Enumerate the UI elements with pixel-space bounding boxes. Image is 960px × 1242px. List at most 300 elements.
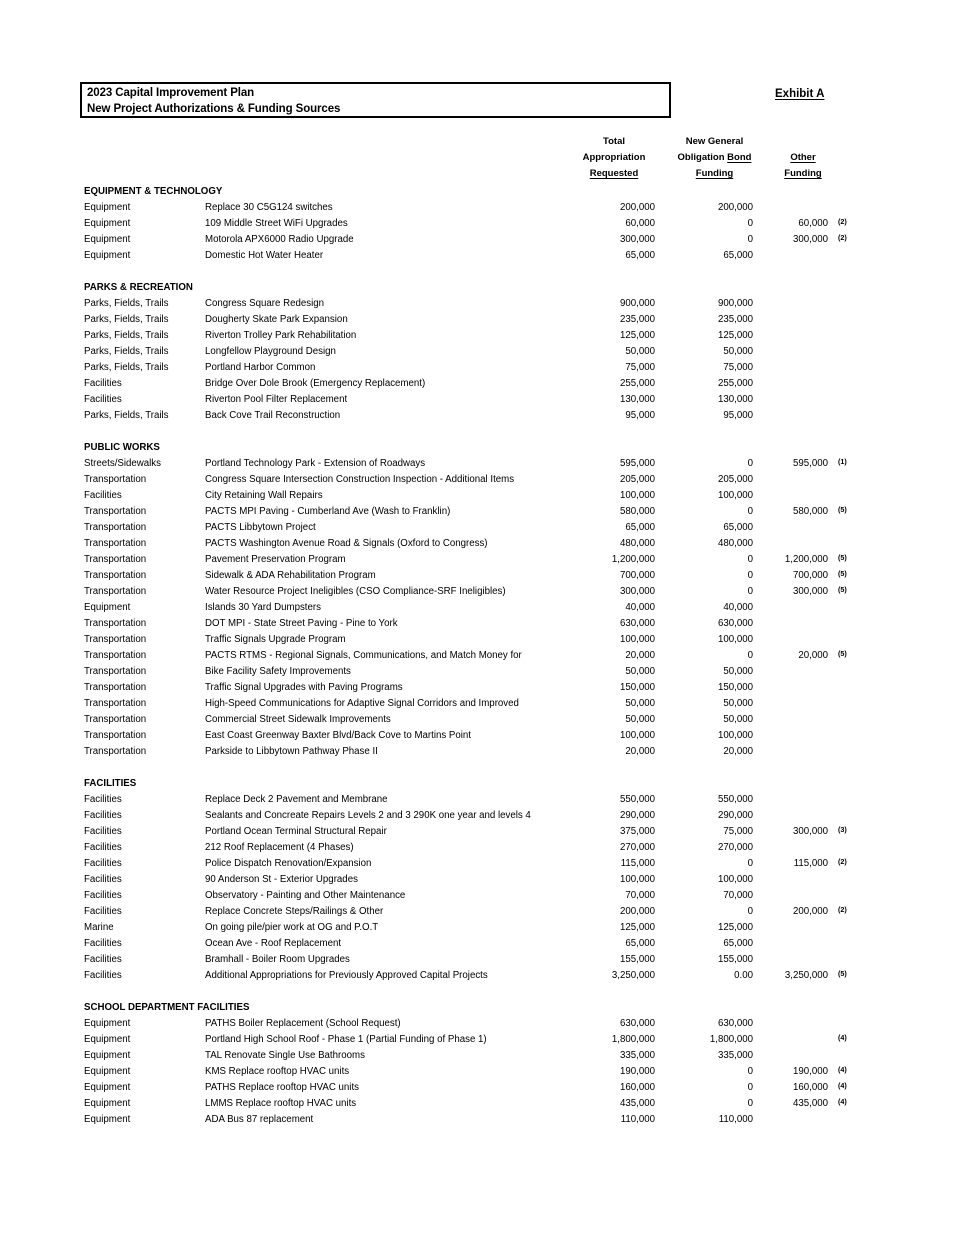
section-spacer <box>0 760 960 776</box>
row-total-appropriation: 100,000 <box>619 730 655 741</box>
row-category: Facilities <box>84 810 122 821</box>
table-row <box>0 568 960 584</box>
row-other-funding: 300,000 <box>792 586 828 597</box>
row-description: East Coast Greenway Baxter Blvd/Back Cove to Martins Point <box>205 730 471 741</box>
column-header-bond-bond-word: Bond <box>727 152 752 163</box>
row-bond-funding: 50,000 <box>723 666 753 677</box>
row-total-appropriation: 270,000 <box>619 842 655 853</box>
row-bond-funding: 70,000 <box>723 890 753 901</box>
row-total-appropriation: 480,000 <box>619 538 655 549</box>
row-total-appropriation: 235,000 <box>619 314 655 325</box>
row-footnote-marker: (4) <box>838 1081 847 1090</box>
row-description: Additional Appropriations for Previously Approved Capital Projects <box>205 970 488 981</box>
row-other-funding: 595,000 <box>792 458 828 469</box>
table-row <box>0 360 960 376</box>
document-title-box <box>80 82 671 118</box>
row-description: PATHS Boiler Replacement (School Request) <box>205 1018 401 1029</box>
column-header-other-line-3: Funding <box>784 168 822 179</box>
table-row <box>0 872 960 888</box>
table-row <box>0 408 960 424</box>
row-bond-funding: 100,000 <box>717 874 753 885</box>
row-footnote-marker: (5) <box>838 969 847 978</box>
table-row <box>0 584 960 600</box>
row-footnote-marker: (5) <box>838 553 847 562</box>
row-bond-funding: 0 <box>747 554 753 565</box>
row-other-funding: 190,000 <box>792 1066 828 1077</box>
row-bond-funding: 900,000 <box>717 298 753 309</box>
row-category: Facilities <box>84 874 122 885</box>
row-other-funding: 300,000 <box>792 234 828 245</box>
column-header-bond-line-2 <box>662 150 767 166</box>
column-header-other-line-1 <box>772 134 834 150</box>
row-description: PACTS Washington Avenue Road & Signals (Oxford to Congress) <box>205 538 488 549</box>
budget-section <box>0 440 960 760</box>
row-total-appropriation: 100,000 <box>619 490 655 501</box>
table-row <box>0 488 960 504</box>
row-bond-funding: 150,000 <box>717 682 753 693</box>
table-row <box>0 744 960 760</box>
row-total-appropriation: 50,000 <box>625 666 655 677</box>
table-row <box>0 392 960 408</box>
row-description: On going pile/pier work at OG and P.O.T <box>205 922 379 933</box>
table-row <box>0 504 960 520</box>
budget-section <box>0 184 960 264</box>
row-bond-funding: 0 <box>747 458 753 469</box>
row-bond-funding: 125,000 <box>717 922 753 933</box>
column-header-total-line-3: Requested <box>589 168 639 179</box>
row-category: Transportation <box>84 682 147 693</box>
row-category: Transportation <box>84 730 147 741</box>
row-description: Motorola APX6000 Radio Upgrade <box>205 234 354 245</box>
row-category: Parks, Fields, Trails <box>84 362 169 373</box>
row-description: PATHS Replace rooftop HVAC units <box>205 1082 359 1093</box>
row-description: LMMS Replace rooftop HVAC units <box>205 1098 357 1109</box>
column-header-total-appropriation-requested <box>568 134 660 182</box>
table-row <box>0 728 960 744</box>
row-other-funding: 300,000 <box>792 826 828 837</box>
row-total-appropriation: 630,000 <box>619 1018 655 1029</box>
row-category: Equipment <box>84 1050 131 1061</box>
row-bond-funding: 50,000 <box>723 698 753 709</box>
row-description: Parkside to Libbytown Pathway Phase II <box>205 746 378 757</box>
row-category: Equipment <box>84 234 131 245</box>
row-total-appropriation: 50,000 <box>625 714 655 725</box>
row-footnote-marker: (5) <box>838 649 847 658</box>
table-row <box>0 1064 960 1080</box>
table-row <box>0 1016 960 1032</box>
row-category: Parks, Fields, Trails <box>84 314 169 325</box>
row-total-appropriation: 150,000 <box>619 682 655 693</box>
budget-table <box>0 184 960 1128</box>
table-row <box>0 1096 960 1112</box>
row-bond-funding: 50,000 <box>723 346 753 357</box>
row-total-appropriation: 50,000 <box>625 698 655 709</box>
section-spacer <box>0 424 960 440</box>
row-total-appropriation: 60,000 <box>625 218 655 229</box>
row-category: Transportation <box>84 554 147 565</box>
row-category: Equipment <box>84 1018 131 1029</box>
table-row <box>0 664 960 680</box>
row-description: Riverton Pool Filter Replacement <box>205 394 348 405</box>
row-footnote-marker: (4) <box>838 1033 847 1042</box>
row-total-appropriation: 125,000 <box>619 922 655 933</box>
row-description: Congress Square Redesign <box>205 298 325 309</box>
row-footnote-marker: (2) <box>838 905 847 914</box>
row-category: Parks, Fields, Trails <box>84 330 169 341</box>
row-description: Pavement Preservation Program <box>205 554 346 565</box>
row-category: Facilities <box>84 906 122 917</box>
row-footnote-marker: (3) <box>838 825 847 834</box>
table-row <box>0 632 960 648</box>
row-total-appropriation: 100,000 <box>619 874 655 885</box>
row-bond-funding: 0 <box>747 218 753 229</box>
row-category: Facilities <box>84 490 122 501</box>
row-other-funding: 3,250,000 <box>784 970 828 981</box>
table-row <box>0 200 960 216</box>
row-description: Bridge Over Dole Brook (Emergency Replacement) <box>205 378 426 389</box>
row-total-appropriation: 205,000 <box>619 474 655 485</box>
row-bond-funding: 95,000 <box>723 410 753 421</box>
row-bond-funding: 40,000 <box>723 602 753 613</box>
section-heading: PUBLIC WORKS <box>84 442 160 453</box>
row-category: Equipment <box>84 602 131 613</box>
column-header-other-funding <box>772 134 834 182</box>
row-other-funding: 160,000 <box>792 1082 828 1093</box>
row-total-appropriation: 50,000 <box>625 346 655 357</box>
row-total-appropriation: 20,000 <box>625 746 655 757</box>
row-bond-funding: 50,000 <box>723 714 753 725</box>
budget-section <box>0 776 960 984</box>
section-spacer <box>0 984 960 1000</box>
row-category: Equipment <box>84 218 131 229</box>
table-row <box>0 680 960 696</box>
column-headers <box>0 134 960 182</box>
row-bond-funding: 155,000 <box>717 954 753 965</box>
row-total-appropriation: 65,000 <box>625 250 655 261</box>
row-bond-funding: 0 <box>747 234 753 245</box>
row-description: 109 Middle Street WiFi Upgrades <box>205 218 348 229</box>
row-category: Parks, Fields, Trails <box>84 298 169 309</box>
row-category: Streets/Sidewalks <box>84 458 161 469</box>
row-other-funding: 580,000 <box>792 506 828 517</box>
row-bond-funding: 235,000 <box>717 314 753 325</box>
row-bond-funding: 0 <box>747 906 753 917</box>
row-total-appropriation: 100,000 <box>619 634 655 645</box>
row-bond-funding: 0.00 <box>734 970 753 981</box>
row-description: PACTS Libbytown Project <box>205 522 316 533</box>
row-bond-funding: 255,000 <box>717 378 753 389</box>
table-row <box>0 1032 960 1048</box>
row-category: Transportation <box>84 618 147 629</box>
row-description: Bramhall - Boiler Room Upgrades <box>205 954 350 965</box>
row-total-appropriation: 200,000 <box>619 202 655 213</box>
table-row <box>0 456 960 472</box>
table-row <box>0 824 960 840</box>
row-other-funding: 60,000 <box>798 218 828 229</box>
row-description: Traffic Signals Upgrade Program <box>205 634 346 645</box>
row-total-appropriation: 40,000 <box>625 602 655 613</box>
row-other-funding: 115,000 <box>793 858 828 869</box>
row-total-appropriation: 65,000 <box>625 522 655 533</box>
row-bond-funding: 0 <box>747 858 753 869</box>
table-row <box>0 344 960 360</box>
row-description: KMS Replace rooftop HVAC units <box>205 1066 350 1077</box>
row-total-appropriation: 155,000 <box>619 954 655 965</box>
row-category: Transportation <box>84 474 147 485</box>
row-footnote-marker: (2) <box>838 233 847 242</box>
table-row <box>0 216 960 232</box>
section-spacer <box>0 264 960 280</box>
row-category: Transportation <box>84 698 147 709</box>
table-row <box>0 328 960 344</box>
row-total-appropriation: 95,000 <box>625 410 655 421</box>
row-category: Equipment <box>84 250 131 261</box>
table-row <box>0 248 960 264</box>
table-row <box>0 1080 960 1096</box>
row-description: Portland Technology Park - Extension of Roadways <box>205 458 426 469</box>
row-category: Facilities <box>84 794 122 805</box>
row-category: Facilities <box>84 890 122 901</box>
table-row <box>0 904 960 920</box>
row-total-appropriation: 160,000 <box>619 1082 655 1093</box>
row-description: High-Speed Communications for Adaptive Signal Corridors and Improved <box>205 698 519 709</box>
row-bond-funding: 290,000 <box>717 810 753 821</box>
table-row <box>0 648 960 664</box>
row-total-appropriation: 595,000 <box>619 458 655 469</box>
row-footnote-marker: (4) <box>838 1065 847 1074</box>
row-bond-funding: 480,000 <box>717 538 753 549</box>
row-total-appropriation: 375,000 <box>619 826 655 837</box>
table-row <box>0 936 960 952</box>
row-category: Facilities <box>84 842 122 853</box>
row-bond-funding: 200,000 <box>717 202 753 213</box>
table-row <box>0 840 960 856</box>
row-description: 212 Roof Replacement (4 Phases) <box>205 842 354 853</box>
row-total-appropriation: 200,000 <box>619 906 655 917</box>
row-total-appropriation: 1,800,000 <box>611 1034 655 1045</box>
row-description: Portland Harbor Common <box>205 362 316 373</box>
column-header-bond-line-3: Funding <box>695 168 734 179</box>
row-category: Equipment <box>84 1098 131 1109</box>
row-category: Equipment <box>84 1082 131 1093</box>
row-total-appropriation: 630,000 <box>619 618 655 629</box>
table-row <box>0 312 960 328</box>
row-description: Portland High School Roof - Phase 1 (Partial Funding of Phase 1) <box>205 1034 487 1045</box>
budget-section <box>0 1000 960 1128</box>
section-heading: SCHOOL DEPARTMENT FACILITIES <box>84 1002 250 1013</box>
row-bond-funding: 65,000 <box>723 938 753 949</box>
row-category: Transportation <box>84 650 147 661</box>
row-bond-funding: 20,000 <box>723 746 753 757</box>
row-description: Replace Concrete Steps/Railings & Other <box>205 906 384 917</box>
row-bond-funding: 205,000 <box>717 474 753 485</box>
column-header-total-line-1: Total <box>603 136 625 147</box>
row-bond-funding: 125,000 <box>717 330 753 341</box>
row-category: Facilities <box>84 858 122 869</box>
row-description: TAL Renovate Single Use Bathrooms <box>205 1050 365 1061</box>
row-total-appropriation: 580,000 <box>619 506 655 517</box>
row-category: Transportation <box>84 570 147 581</box>
table-row <box>0 376 960 392</box>
row-description: Dougherty Skate Park Expansion <box>205 314 348 325</box>
row-footnote-marker: (2) <box>838 857 847 866</box>
row-description: DOT MPI - State Street Paving - Pine to York <box>205 618 398 629</box>
row-category: Facilities <box>84 970 122 981</box>
row-description: Observatory - Painting and Other Maintenance <box>205 890 406 901</box>
row-category: Transportation <box>84 714 147 725</box>
table-row <box>0 696 960 712</box>
row-total-appropriation: 335,000 <box>619 1050 655 1061</box>
row-description: Police Dispatch Renovation/Expansion <box>205 858 372 869</box>
row-total-appropriation: 300,000 <box>619 234 655 245</box>
table-row <box>0 920 960 936</box>
row-description: Congress Square Intersection Construction Inspection - Additional Items <box>205 474 515 485</box>
row-bond-funding: 0 <box>747 1082 753 1093</box>
row-description: Sealants and Concreate Repairs Levels 2 and 3 290K one year and levels 4 <box>205 810 531 821</box>
table-row <box>0 552 960 568</box>
column-header-bond-obligation-word: Obligation <box>677 152 728 163</box>
row-footnote-marker: (2) <box>838 217 847 226</box>
row-description: Longfellow Playground Design <box>205 346 336 357</box>
row-total-appropriation: 20,000 <box>625 650 655 661</box>
table-row <box>0 616 960 632</box>
row-category: Facilities <box>84 954 122 965</box>
row-category: Marine <box>84 922 114 933</box>
row-bond-funding: 1,800,000 <box>709 1034 753 1045</box>
row-total-appropriation: 900,000 <box>619 298 655 309</box>
column-header-bond-line-1: New General <box>685 136 744 147</box>
table-row <box>0 856 960 872</box>
row-description: Riverton Trolley Park Rehabilitation <box>205 330 357 341</box>
row-bond-funding: 0 <box>747 570 753 581</box>
table-row <box>0 232 960 248</box>
table-row <box>0 600 960 616</box>
table-row <box>0 296 960 312</box>
section-heading: FACILITIES <box>84 778 137 789</box>
row-total-appropriation: 115,000 <box>620 858 655 869</box>
document-title-line-2: New Project Authorizations & Funding Sources <box>87 102 341 115</box>
row-bond-funding: 75,000 <box>723 362 753 373</box>
row-category: Facilities <box>84 826 122 837</box>
row-total-appropriation: 550,000 <box>619 794 655 805</box>
table-row <box>0 968 960 984</box>
row-category: Equipment <box>84 1114 131 1125</box>
row-total-appropriation: 435,000 <box>619 1098 655 1109</box>
row-bond-funding: 0 <box>747 1098 753 1109</box>
row-total-appropriation: 255,000 <box>619 378 655 389</box>
row-bond-funding: 75,000 <box>723 826 753 837</box>
table-row <box>0 472 960 488</box>
row-description: Sidewalk & ADA Rehabilitation Program <box>205 570 376 581</box>
row-other-funding: 20,000 <box>798 650 828 661</box>
row-description: City Retaining Wall Repairs <box>205 490 323 501</box>
row-other-funding: 200,000 <box>792 906 828 917</box>
row-bond-funding: 130,000 <box>717 394 753 405</box>
row-description: Back Cove Trail Reconstruction <box>205 410 341 421</box>
row-bond-funding: 110,000 <box>718 1114 753 1125</box>
row-total-appropriation: 125,000 <box>619 330 655 341</box>
row-category: Transportation <box>84 746 147 757</box>
row-category: Facilities <box>84 378 122 389</box>
section-heading: PARKS & RECREATION <box>84 282 193 293</box>
row-bond-funding: 630,000 <box>717 618 753 629</box>
row-total-appropriation: 70,000 <box>625 890 655 901</box>
row-category: Transportation <box>84 586 147 597</box>
row-category: Transportation <box>84 538 147 549</box>
table-row <box>0 1048 960 1064</box>
row-footnote-marker: (5) <box>838 569 847 578</box>
row-total-appropriation: 3,250,000 <box>611 970 655 981</box>
row-total-appropriation: 75,000 <box>625 362 655 373</box>
row-description: Water Resource Project Ineligibles (CSO Compliance-SRF Ineligibles) <box>205 586 506 597</box>
row-total-appropriation: 1,200,000 <box>611 554 655 565</box>
row-bond-funding: 100,000 <box>717 634 753 645</box>
column-header-other-line-2: Other <box>790 152 816 163</box>
row-total-appropriation: 290,000 <box>619 810 655 821</box>
row-category: Facilities <box>84 394 122 405</box>
row-description: Bike Facility Safety Improvements <box>205 666 351 677</box>
table-row <box>0 888 960 904</box>
section-heading: EQUIPMENT & TECHNOLOGY <box>84 186 223 197</box>
row-description: ADA Bus 87 replacement <box>205 1114 314 1125</box>
row-bond-funding: 0 <box>747 586 753 597</box>
row-bond-funding: 65,000 <box>723 522 753 533</box>
row-description: PACTS MPI Paving - Cumberland Ave (Wash to Franklin) <box>205 506 451 517</box>
row-category: Facilities <box>84 938 122 949</box>
row-category: Transportation <box>84 522 147 533</box>
row-bond-funding: 0 <box>747 1066 753 1077</box>
table-row <box>0 1112 960 1128</box>
row-category: Transportation <box>84 634 147 645</box>
row-other-funding: 700,000 <box>792 570 828 581</box>
row-category: Parks, Fields, Trails <box>84 346 169 357</box>
row-description: Replace Deck 2 Pavement and Membrane <box>205 794 388 805</box>
row-description: Commercial Street Sidewalk Improvements <box>205 714 391 725</box>
row-bond-funding: 335,000 <box>717 1050 753 1061</box>
row-total-appropriation: 130,000 <box>619 394 655 405</box>
row-category: Transportation <box>84 666 147 677</box>
row-bond-funding: 0 <box>747 506 753 517</box>
row-total-appropriation: 65,000 <box>625 938 655 949</box>
row-total-appropriation: 110,000 <box>620 1114 655 1125</box>
budget-section <box>0 280 960 424</box>
row-bond-funding: 0 <box>747 650 753 661</box>
row-category: Equipment <box>84 202 131 213</box>
row-category: Equipment <box>84 1066 131 1077</box>
row-total-appropriation: 700,000 <box>619 570 655 581</box>
row-bond-funding: 550,000 <box>717 794 753 805</box>
row-description: Replace 30 C5G124 switches <box>205 202 333 213</box>
row-category: Transportation <box>84 506 147 517</box>
table-row <box>0 536 960 552</box>
row-total-appropriation: 190,000 <box>619 1066 655 1077</box>
row-bond-funding: 65,000 <box>723 250 753 261</box>
row-footnote-marker: (5) <box>838 585 847 594</box>
row-total-appropriation: 300,000 <box>619 586 655 597</box>
row-description: Ocean Ave - Roof Replacement <box>205 938 342 949</box>
row-bond-funding: 270,000 <box>717 842 753 853</box>
row-footnote-marker: (1) <box>838 457 847 466</box>
table-row <box>0 712 960 728</box>
table-row <box>0 520 960 536</box>
row-description: Islands 30 Yard Dumpsters <box>205 602 321 613</box>
row-description: Traffic Signal Upgrades with Paving Programs <box>205 682 403 693</box>
row-description: 90 Anderson St - Exterior Upgrades <box>205 874 358 885</box>
table-row <box>0 952 960 968</box>
column-header-total-line-2: Appropriation <box>582 152 646 163</box>
row-footnote-marker: (5) <box>838 505 847 514</box>
column-header-new-general-obligation-bond-funding <box>662 134 767 182</box>
